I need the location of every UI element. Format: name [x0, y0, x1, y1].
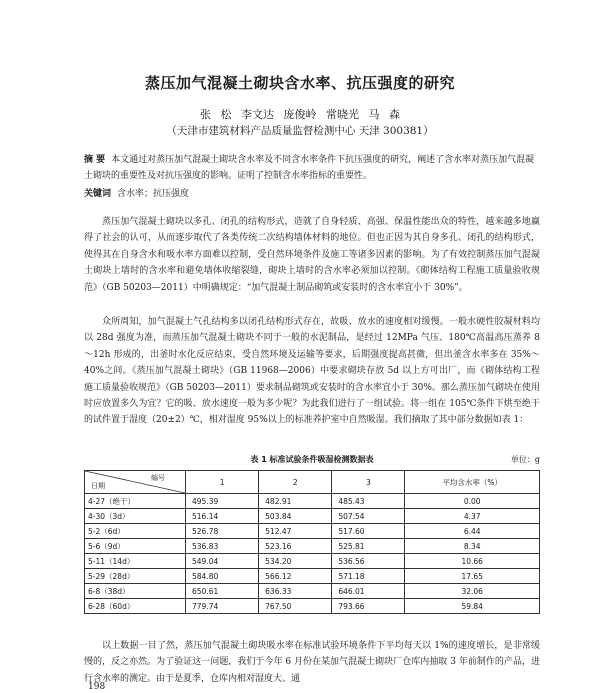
authors: 张 松 李文达 庞俊岭 常晓光 马 森	[200, 108, 400, 121]
table-unit: 单位：g	[510, 455, 540, 464]
table-row	[85, 599, 540, 614]
date-cell: 6-28（60d）	[85, 599, 186, 614]
value-cell: 525.81	[332, 539, 405, 554]
column-header: 3	[332, 471, 405, 494]
value-cell: 536.83	[186, 539, 259, 554]
date-cell: 5-29（28d）	[85, 569, 186, 584]
average-cell: 0.00	[405, 494, 540, 509]
page-number: 198	[88, 682, 106, 692]
keywords	[84, 186, 540, 199]
average-cell: 10.66	[405, 554, 540, 569]
body-paragraph: 蒸压加气混凝土砌块以多孔、闭孔的结构形式，造就了自身轻质、高强、保温性能出众的特性，越来越多地赢得了社会的认可，从而逐步取代了各类传统二次结构墙体材料的地位。但也正因为其自身多孔、闭孔的结构形式，使得其在自身含水和吸水率方面难以控制，受自然环境条件及施工等诸多因素的影响。为了有效控制蒸压加气混凝土砌块上墙时的含水率和避免墙体收缩裂缝，砌块上墙时的含水率必须加以控制。《砌体结构工程施工质量验收规范》（GB 50203—2011）中明确规定：“加气混凝土制品砌筑或安装时的含水率宜小于 30%”。	[84, 217, 540, 293]
value-cell: 516.14	[186, 509, 259, 524]
value-cell: 534.20	[259, 554, 332, 569]
table-row	[85, 584, 540, 599]
column-header: 平均含水率（%）	[405, 471, 540, 494]
abstract-label: 摘 要	[84, 155, 106, 165]
average-cell: 8.34	[405, 539, 540, 554]
column-header: 2	[259, 471, 332, 494]
header-number-label: 编号	[151, 474, 165, 482]
date-cell: 4-27（绝干）	[85, 494, 186, 509]
date-cell: 5-11（14d）	[85, 554, 186, 569]
table-row	[85, 554, 540, 569]
body-paragraph: 众所周知，加气混凝土气孔结构多以闭孔结构形式存在，故吸、放水的速度相对缓慢。一般水硬性胶凝材料均以 28d 强度为准，而蒸压加气混凝土砌块不同于一般的水泥制品，是经过 12MPa 气压、180℃高温高压蒸养 8～12h 形成的，出釜时水化反应结束，受自然环境及运输等要求，后期强度提高甚微，但出釜含水率多在 35%～40%之间。《蒸压加气混凝土砌块》（GB 11968—2006）中要求砌块存放 5d 以上方可出厂，而《砌体结构工程施工质量验收规范》（GB 50203—2011）要求制品砌筑或安装时的含水率宜小于 30%。那么蒸压加气砌块在使用时应放置多久为宜？它的吸、放水速度一般为多少呢？为此我们进行了一组试验。将一组在 105℃条件下烘至绝干的试件置于湿度（20±2）℃，相对湿度 95%以上的标准养护室中自然吸湿。我们摘取了其中部分数据如表 1：	[84, 317, 540, 426]
table-row	[85, 539, 540, 554]
value-cell: 767.50	[259, 599, 332, 614]
body-paragraph: 以上数据一目了然，蒸压加气混凝土砌块吸水率在标准试验环境条件下平均每天以 1%的速度增长，是非常缓慢的，反之亦然。为了验证这一问题，我们于今年 6 月份在某加气混凝土砌块厂仓库内抽取 3 年前制作的产品，进行含水率的测定。由于是夏季，仓库内相对湿度大、通	[84, 641, 540, 684]
value-cell: 779.74	[186, 599, 259, 614]
value-cell: 482.91	[259, 494, 332, 509]
value-cell: 526.78	[186, 524, 259, 539]
value-cell: 636.33	[259, 584, 332, 599]
date-cell: 4-30（3d）	[85, 509, 186, 524]
value-cell: 650.61	[186, 584, 259, 599]
date-cell: 5-6（9d）	[85, 539, 186, 554]
value-cell: 549.04	[186, 554, 259, 569]
average-cell: 17.65	[405, 569, 540, 584]
date-cell: 5-2（6d）	[85, 524, 186, 539]
value-cell: 571.18	[332, 569, 405, 584]
table-row	[85, 494, 540, 509]
value-cell: 507.54	[332, 509, 405, 524]
value-cell: 646.01	[332, 584, 405, 599]
abstract-text: 本文通过对蒸压加气混凝土砌块含水率及不同含水率条件下抗压强度的研究，阐述了含水率对蒸压加气混凝土砌块的重要性及对抗压强度的影响。证明了控制含水率指标的重要性。	[84, 155, 535, 181]
table-title: 表 1 标准试验条件吸湿检测数据表	[250, 455, 374, 464]
average-cell: 6.44	[405, 524, 540, 539]
value-cell: 485.43	[332, 494, 405, 509]
table-header-row	[85, 471, 540, 494]
column-header: 1	[186, 471, 259, 494]
header-date-label: 日期	[91, 482, 105, 490]
paper-title: 蒸压加气混凝土砌块含水率、抗压强度的研究	[144, 74, 455, 92]
table-row	[85, 524, 540, 539]
value-cell: 523.16	[259, 539, 332, 554]
average-cell: 4.37	[405, 509, 540, 524]
average-cell: 59.84	[405, 599, 540, 614]
value-cell: 584.80	[186, 569, 259, 584]
data-table	[84, 470, 540, 614]
table-row	[85, 569, 540, 584]
keywords-text: 含水率；抗压强度	[117, 189, 190, 199]
value-cell: 503.84	[259, 509, 332, 524]
value-cell: 517.60	[332, 524, 405, 539]
value-cell: 495.39	[186, 494, 259, 509]
value-cell: 793.66	[332, 599, 405, 614]
affiliation: （天津市建筑材料产品质量监督检测中心 天津 300381）	[166, 125, 434, 137]
abstract	[84, 152, 540, 184]
date-cell: 6-8（38d）	[85, 584, 186, 599]
value-cell: 536.56	[332, 554, 405, 569]
keywords-label: 关键词	[84, 189, 112, 199]
value-cell: 512.47	[259, 524, 332, 539]
table-row	[85, 509, 540, 524]
diagonal-header-cell	[85, 471, 186, 494]
value-cell: 566.12	[259, 569, 332, 584]
average-cell: 32.06	[405, 584, 540, 599]
